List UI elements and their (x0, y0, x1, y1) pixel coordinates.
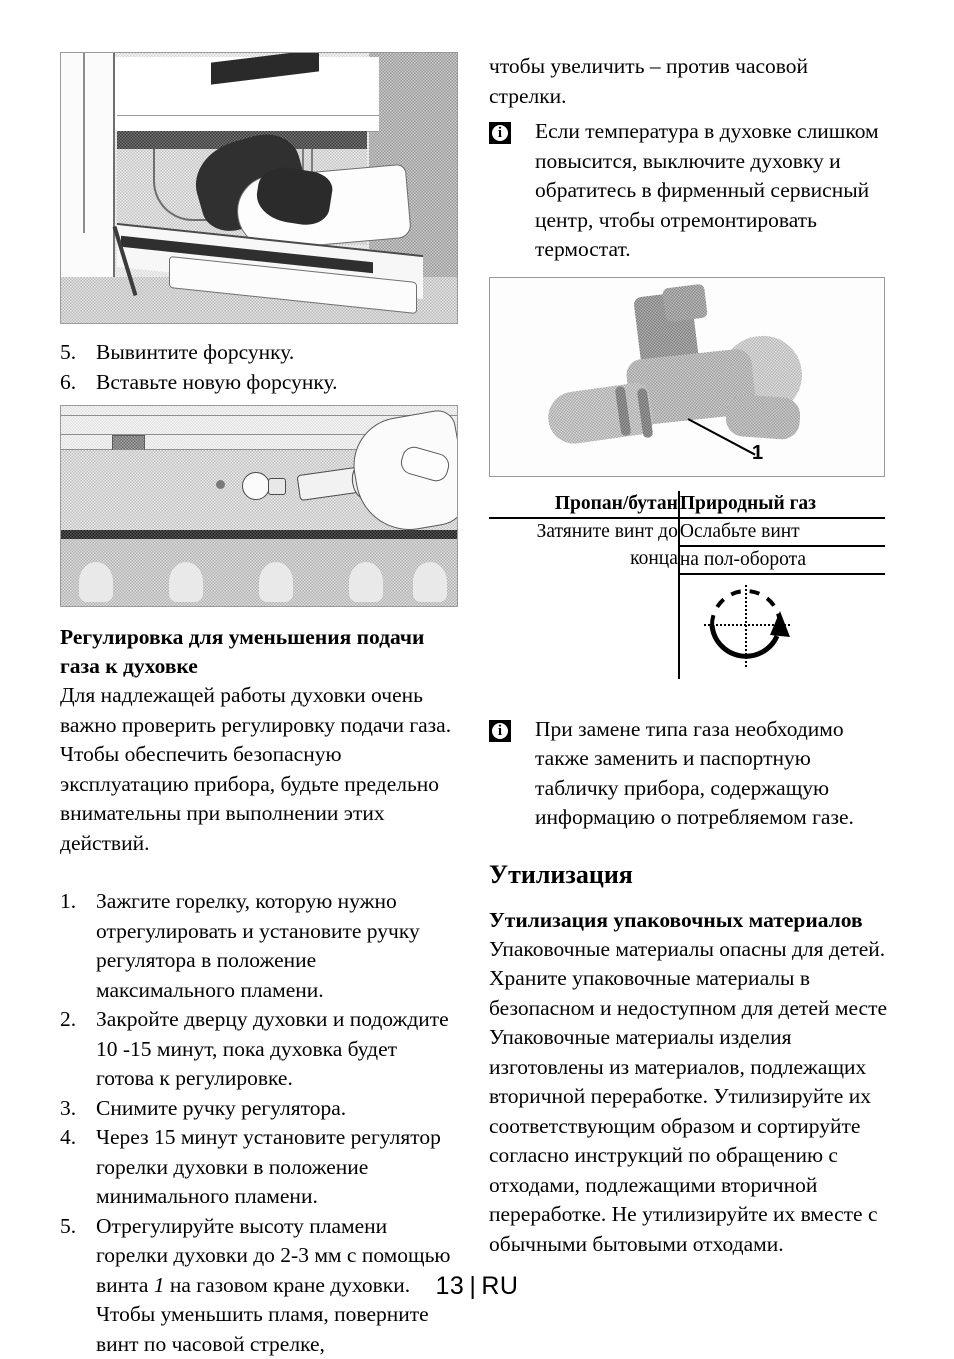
list-text: Зажгите горелку, которую нужно отрегулировать и установите ручку регулятора в положение максимального пламени. (96, 887, 460, 1005)
paragraph-gas-reduction: Для надлежащей работы духовки очень важно проверить регулировку подачи газа. Чтобы обеспечить безопасную эксплуатацию прибора, будьте предельно внимательны при выполнении этих действий. (60, 681, 460, 858)
tap-cap (662, 283, 708, 322)
note-text: При замене типа газа необходимо также заменить и паспортную табличку прибора, содержащую информацию о потребляемом газе. (535, 715, 889, 833)
list-item (60, 887, 460, 1005)
note-thermostat (489, 117, 889, 265)
info-icon (489, 720, 511, 742)
table-diagram-row (489, 574, 885, 679)
burner-cap (413, 562, 447, 602)
paragraph-packaging-recycling: Упаковочные материалы изделия изготовлены из материалов, подлежащих вторичной переработке. Утилизируйте их соответствующим образом и сортируйте согласно инструкций по обращению с отходами, подлежащими вторичной переработке. Не утилизируйте их вместе с обычными бытовыми отходами. (489, 1023, 889, 1259)
burner-cap (169, 562, 203, 602)
tap-foot (725, 393, 802, 440)
info-icon-cell (489, 117, 535, 265)
callout-label-1: 1 (752, 442, 763, 465)
list-text: Вставьте новую форсунку. (96, 368, 460, 398)
list-text: Снимите ручку регулятора. (96, 1094, 460, 1124)
table-header-propane-butane: Пропан/бутан (489, 491, 679, 518)
arc-solid-lower (712, 625, 777, 656)
list-marker: 6. (60, 368, 96, 398)
figure-nozzle-replacement (60, 405, 458, 607)
steps-top-list (60, 338, 460, 397)
list-marker: 5. (60, 1212, 96, 1359)
info-icon (489, 122, 511, 144)
arc-dashed-upper (712, 591, 780, 625)
left-column (60, 52, 460, 1359)
paragraph-packaging-danger: Упаковочные материалы опасны для детей. Храните упаковочные материалы в безопасном и недоступном для детей месте (489, 935, 889, 1024)
list-item (60, 368, 460, 398)
list-marker: 1. (60, 887, 96, 1005)
list-marker: 3. (60, 1094, 96, 1124)
page-number: 13 (436, 1272, 465, 1300)
section-heading-disposal: Утилизация (489, 859, 889, 890)
page-language: RU (481, 1272, 518, 1300)
info-icon-cell (489, 715, 535, 833)
list-text: Через 15 минут установите регулятор горелки духовки в положение минимального пламени. (96, 1123, 460, 1212)
table-row (489, 518, 885, 546)
table-cell-natural-line1: Ослабьте винт (679, 518, 885, 546)
list-item (60, 1123, 460, 1212)
table-cell-empty (489, 574, 679, 679)
burner-jet (242, 472, 270, 500)
oven-shelf (117, 115, 379, 132)
list-text: Вывинтите форсунку. (96, 338, 460, 368)
oven-front-edge (61, 530, 457, 539)
step-text-after: на газовом кране духовки. Чтобы уменьшить пламя, поверните винт по часовой стрелке, (96, 1273, 429, 1356)
table-row (489, 546, 885, 574)
burner-cap (79, 562, 113, 602)
section-heading-gas-reduction: Регулировка для уменьшения подачи газа к духовке (60, 623, 460, 681)
half-turn-rotation-diagram (694, 581, 798, 677)
table-header-natural-gas: Природный газ (679, 491, 885, 518)
burner-cap (259, 562, 293, 602)
note-text: Если температура в духовке слишком повысится, выключите духовку и обратитесь в фирменный сервисный центр, чтобы отремонтировать термостат. (535, 117, 889, 265)
subsection-heading-packaging-disposal: Утилизация упаковочных материалов (489, 906, 889, 935)
burner-jet-nut (268, 478, 286, 495)
fixing-screw (216, 480, 225, 489)
list-marker: 2. (60, 1005, 96, 1094)
figure-oven-nozzle-removal (60, 52, 458, 324)
list-item (60, 1005, 460, 1094)
screw-number-emphasis: 1 (154, 1273, 165, 1297)
panel-line (61, 415, 457, 416)
right-column (489, 52, 889, 1259)
figure-gas-tap (489, 277, 885, 477)
list-item (60, 1094, 460, 1124)
paragraph-continued: чтобы увеличить – против часовой стрелки. (489, 52, 889, 111)
list-marker: 4. (60, 1123, 96, 1212)
burner-cap (349, 562, 383, 602)
table-header-row (489, 491, 885, 518)
step-text-before: Отрегулируйте высоту пламени горелки духовки до 2-3 мм с помощью винта (96, 1214, 450, 1297)
list-item (60, 338, 460, 368)
list-text: Закройте дверцу духовки и подождите 10 -15 минут, пока духовка будет готова к регулировке. (96, 1005, 460, 1094)
note-data-plate (489, 715, 889, 833)
gas-adjustment-table (489, 491, 885, 679)
half-turn-svg (694, 581, 798, 677)
footer-separator: | (464, 1272, 481, 1300)
table-cell-propane-line2: конца (489, 546, 679, 574)
list-marker: 5. (60, 338, 96, 368)
table-cell-propane-line1: Затяните винт до (489, 518, 679, 546)
page-footer (0, 1272, 954, 1301)
table-cell-natural-line2: на пол-оборота (679, 546, 885, 574)
table-cell-diagram (679, 574, 885, 679)
